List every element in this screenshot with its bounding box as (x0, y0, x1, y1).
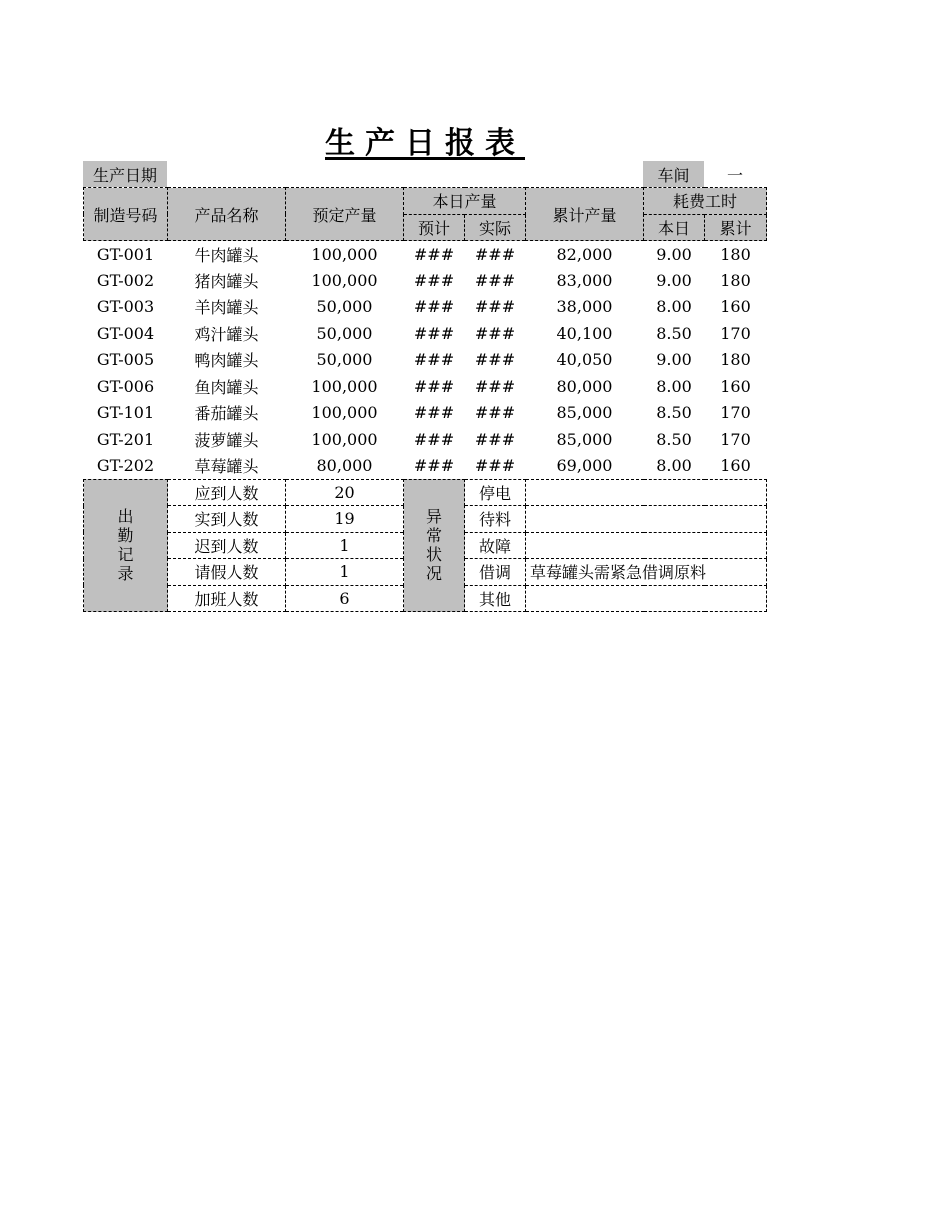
cell-estimate[interactable]: ### (413, 429, 455, 449)
cell-code[interactable]: GT-201 (96, 429, 155, 449)
cell-code[interactable]: GT-101 (96, 403, 155, 423)
header-today-actual: 实际 (465, 214, 526, 241)
table-row (84, 426, 767, 453)
exception-item-note[interactable]: 草莓罐头需紧急借调原料 (526, 559, 767, 586)
cell-actual[interactable]: ### (474, 429, 516, 449)
cell-hours-today[interactable]: 8.00 (656, 297, 692, 317)
attendance-section-label (84, 479, 168, 612)
attendance-item-value[interactable]: 20 (286, 479, 404, 506)
cell-cumulative[interactable]: 40,050 (556, 350, 613, 370)
cell-cumulative[interactable]: 80,000 (556, 376, 613, 396)
exception-item-note[interactable] (526, 585, 767, 612)
cell-estimate[interactable]: ### (413, 244, 455, 264)
cell-hours-today[interactable]: 9.00 (656, 270, 692, 290)
cell-planned[interactable]: 80,000 (316, 456, 373, 475)
cell-estimate[interactable]: ### (413, 456, 455, 475)
cell-name[interactable]: 番茄罐头 (194, 404, 259, 424)
cell-planned[interactable]: 50,000 (316, 350, 373, 370)
cell-hours-cumulative[interactable]: 160 (720, 456, 751, 475)
exceptions-label-char: 况 (425, 564, 442, 584)
cell-cumulative[interactable]: 82,000 (556, 244, 613, 264)
cell-cumulative[interactable]: 83,000 (556, 270, 613, 290)
cell-name[interactable]: 牛肉罐头 (194, 245, 259, 265)
attendance-item-label: 加班人数 (168, 585, 286, 612)
cell-actual[interactable]: ### (474, 297, 516, 317)
cell-hours-today[interactable]: 8.00 (656, 376, 692, 396)
table-row (84, 267, 767, 294)
cell-hours-today[interactable]: 9.00 (656, 244, 692, 264)
cell-planned[interactable]: 50,000 (316, 323, 373, 343)
cell-code[interactable]: GT-005 (96, 350, 155, 370)
header-hours-today: 本日 (644, 214, 705, 241)
exceptions-label-char: 异 (425, 507, 442, 527)
exception-item-label: 待料 (465, 506, 526, 533)
cell-cumulative[interactable]: 40,100 (556, 323, 613, 343)
cell-cumulative[interactable]: 38,000 (556, 297, 613, 317)
attendance-label-char: 出 (117, 507, 134, 527)
cell-estimate[interactable]: ### (413, 403, 455, 423)
header-hours-cumulative: 累计 (705, 214, 767, 241)
workshop-value[interactable]: 一 (726, 165, 743, 185)
cell-code[interactable]: GT-202 (96, 456, 155, 475)
table-row (84, 400, 767, 427)
cell-estimate[interactable]: ### (413, 350, 455, 370)
attendance-item-label: 应到人数 (168, 479, 286, 506)
exceptions-label-char: 状 (425, 545, 442, 565)
cell-actual[interactable]: ### (474, 376, 516, 396)
cell-code[interactable]: GT-002 (96, 270, 155, 290)
cell-name[interactable]: 猪肉罐头 (194, 271, 259, 291)
cell-planned[interactable]: 100,000 (311, 376, 378, 396)
cell-hours-cumulative[interactable]: 170 (720, 403, 751, 423)
cell-hours-cumulative[interactable]: 160 (720, 297, 751, 317)
cell-estimate[interactable]: ### (413, 323, 455, 343)
cell-hours-cumulative[interactable]: 170 (720, 429, 751, 449)
exception-item-label: 停电 (465, 479, 526, 506)
header-planned: 预定产量 (286, 188, 404, 241)
cell-code[interactable]: GT-003 (96, 297, 155, 317)
cell-cumulative[interactable]: 85,000 (556, 403, 613, 423)
cell-hours-today[interactable]: 8.50 (656, 323, 692, 343)
exception-item-note[interactable] (526, 479, 767, 506)
cell-code[interactable]: GT-001 (96, 244, 155, 264)
cell-hours-today[interactable]: 8.00 (656, 456, 692, 475)
cell-cumulative[interactable]: 85,000 (556, 429, 613, 449)
cell-planned[interactable]: 50,000 (316, 297, 373, 317)
exception-item-label: 故障 (465, 532, 526, 559)
cell-actual[interactable]: ### (474, 323, 516, 343)
exceptions-section-label (404, 479, 465, 612)
summary-row (84, 479, 767, 506)
cell-name[interactable]: 鸡汁罐头 (194, 324, 259, 344)
attendance-label-char: 勤 (117, 526, 134, 546)
attendance-item-value[interactable]: 6 (286, 585, 404, 612)
cell-name[interactable]: 鸭肉罐头 (194, 351, 259, 371)
header-hours: 耗费工时 (644, 188, 767, 215)
attendance-item-value[interactable]: 1 (286, 532, 404, 559)
production-table (83, 187, 767, 612)
cell-name[interactable]: 菠萝罐头 (194, 430, 259, 450)
cell-name[interactable]: 草莓罐头 (194, 457, 259, 476)
cell-actual[interactable]: ### (474, 456, 516, 475)
production-date-label: 生产日期 (83, 161, 167, 187)
exception-item-note[interactable] (526, 532, 767, 559)
production-date-value[interactable] (167, 161, 287, 187)
exception-item-label: 其他 (465, 585, 526, 612)
attendance-item-label: 请假人数 (168, 559, 286, 586)
attendance-item-label: 实到人数 (168, 506, 286, 533)
cell-planned[interactable]: 100,000 (311, 429, 378, 449)
exception-item-note[interactable] (526, 506, 767, 533)
table-row (84, 320, 767, 347)
header-cumulative: 累计产量 (526, 188, 644, 241)
table-row (84, 453, 767, 480)
exceptions-label-char: 常 (425, 526, 442, 546)
cell-planned[interactable]: 100,000 (311, 270, 378, 290)
cell-actual[interactable]: ### (474, 350, 516, 370)
cell-code[interactable]: GT-004 (96, 323, 155, 343)
cell-planned[interactable]: 100,000 (311, 403, 378, 423)
cell-hours-cumulative[interactable]: 180 (720, 350, 751, 370)
header-today-output: 本日产量 (404, 188, 526, 215)
attendance-item-value[interactable]: 19 (286, 506, 404, 533)
cell-cumulative[interactable]: 69,000 (556, 456, 613, 475)
cell-hours-today[interactable]: 8.50 (656, 429, 692, 449)
header-code: 制造号码 (84, 188, 168, 241)
cell-actual[interactable]: ### (474, 270, 516, 290)
table-row (84, 347, 767, 374)
header-today-estimate: 预计 (404, 214, 465, 241)
cell-planned[interactable]: 100,000 (311, 244, 378, 264)
exception-item-label: 借调 (465, 559, 526, 586)
header-name: 产品名称 (168, 188, 286, 241)
attendance-item-label: 迟到人数 (168, 532, 286, 559)
attendance-item-value[interactable]: 1 (286, 559, 404, 586)
cell-actual[interactable]: ### (474, 403, 516, 423)
cell-hours-cumulative[interactable]: 160 (720, 376, 751, 396)
cell-hours-today[interactable]: 8.50 (656, 403, 692, 423)
table-row (84, 241, 767, 268)
workshop-label: 车间 (643, 161, 704, 187)
cell-name[interactable]: 羊肉罐头 (194, 298, 259, 318)
cell-estimate[interactable]: ### (413, 270, 455, 290)
attendance-label-char: 记 (117, 545, 134, 565)
cell-estimate[interactable]: ### (413, 376, 455, 396)
attendance-label-char: 录 (117, 564, 134, 584)
table-row (84, 373, 767, 400)
cell-code[interactable]: GT-006 (96, 376, 155, 396)
cell-hours-cumulative[interactable]: 180 (720, 270, 751, 290)
cell-actual[interactable]: ### (474, 244, 516, 264)
cell-hours-cumulative[interactable]: 170 (720, 323, 751, 343)
cell-name[interactable]: 鱼肉罐头 (194, 377, 259, 397)
table-row (84, 294, 767, 321)
page-title: 生产日报表 (325, 126, 525, 161)
cell-hours-cumulative[interactable]: 180 (720, 244, 751, 264)
cell-hours-today[interactable]: 9.00 (656, 350, 692, 370)
cell-estimate[interactable]: ### (413, 297, 455, 317)
